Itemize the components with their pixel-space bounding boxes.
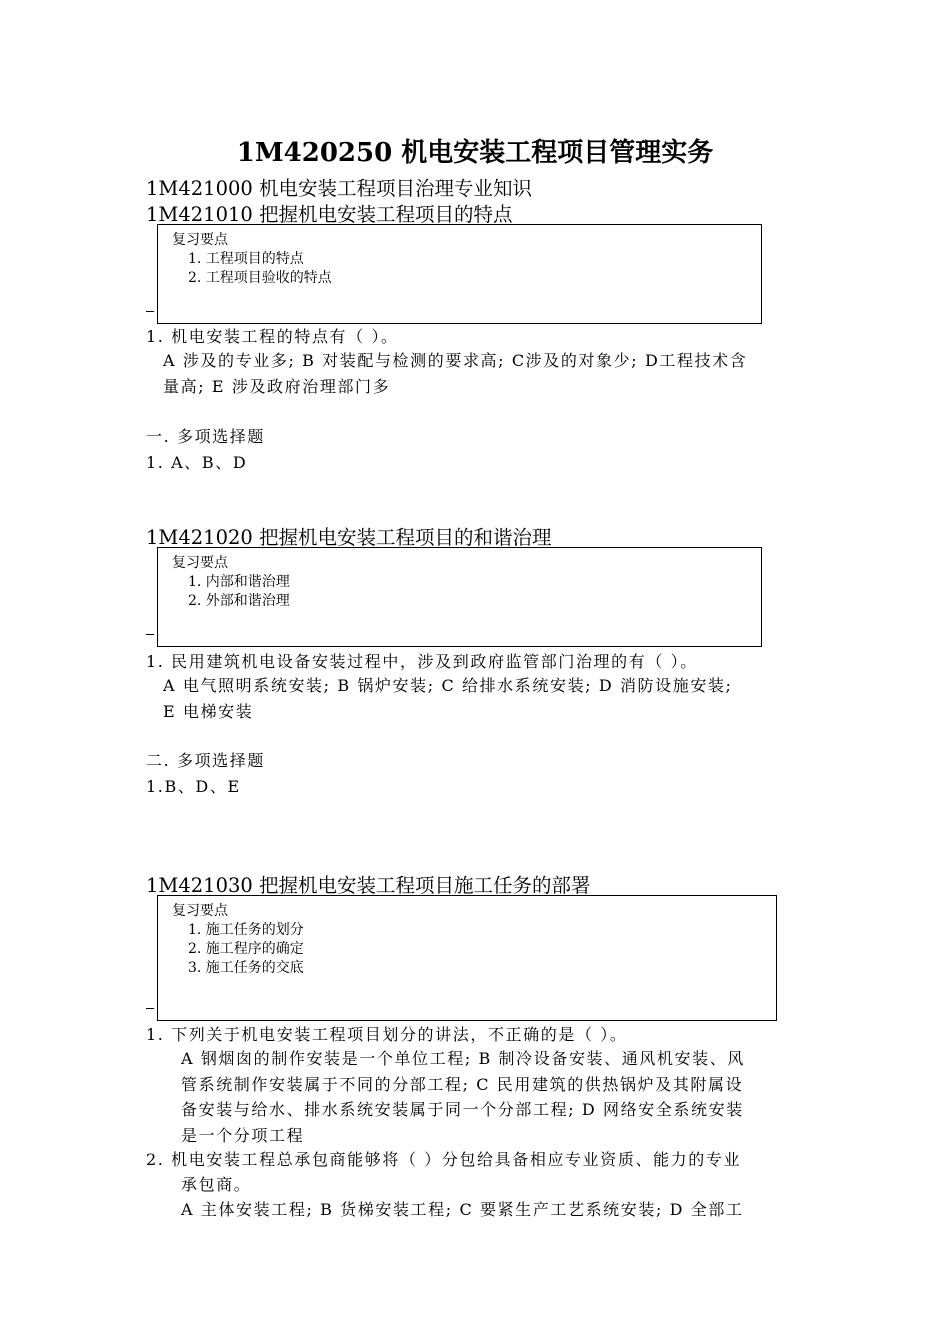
chapter-heading: 1M421000 机电安装工程项目治理专业知识	[146, 177, 533, 200]
review-item: 1. 施工任务的划分	[188, 922, 304, 938]
review-item: 2. 施工程序的确定	[188, 941, 304, 957]
question-text: 1. 下列关于机电安装工程项目划分的讲法，不正确的是（ ）。	[146, 1025, 628, 1044]
question-options: A 电气照明系统安装; B 锅炉安装; C 给排水系统安装; D 消防设施安装; E 电梯安装	[163, 676, 733, 721]
review-item: 1. 内部和谐治理	[188, 574, 290, 590]
review-points-label: 复习要点	[172, 555, 228, 571]
review-points-box	[157, 895, 777, 1021]
question-options: A 主体安装工程; B 货梯安装工程; C 要紧生产工艺系统安装; D 全部工	[181, 1200, 744, 1219]
section-heading-1m421010: 1M421010 把握机电安装工程项目的特点	[146, 203, 513, 226]
review-points-box	[157, 547, 762, 647]
review-points-box	[157, 224, 762, 324]
answer-text: 1.B、D、E	[146, 777, 241, 796]
review-points-label: 复习要点	[172, 232, 228, 248]
review-points-label: 复习要点	[172, 903, 228, 919]
answer-text: 1. A、B、D	[146, 453, 248, 472]
question-options: A 钢烟囱的制作安装是一个单位工程; B 制冷设备安装、通风机安装、风 管系统制作安装属于不同的分部工程; C 民用建筑的供热锅炉及其附属设 备安装与给水、排水系统安装属于同一个分部工程; D 网络安全系统安装 是一个分项工程	[181, 1049, 745, 1145]
review-item: 2. 外部和谐治理	[188, 593, 290, 609]
review-item: 3. 施工任务的交底	[188, 960, 304, 976]
section-heading-1m421020: 1M421020 把握机电安装工程项目的和谐治理	[146, 526, 552, 549]
question-text-continued: 承包商。	[181, 1175, 252, 1194]
question-text: 2. 机电安装工程总承包商能够将（ ）分包给具备相应专业资质、能力的专业	[146, 1150, 742, 1169]
box-anchor-mark	[146, 634, 154, 635]
answer-heading: 二. 多项选择题	[146, 751, 265, 770]
box-anchor-mark	[146, 311, 154, 312]
question-text: 1. 机电安装工程的特点有（ ）。	[146, 327, 399, 346]
document-title: 1M420250 机电安装工程项目管理实务	[236, 138, 714, 168]
question-options: A 涉及的专业多; B 对装配与检测的要求高; C涉及的对象少; D工程技术含 量高; E 涉及政府治理部门多	[163, 351, 748, 396]
review-item: 2. 工程项目验收的特点	[188, 270, 332, 286]
section-heading-1m421030: 1M421030 把握机电安装工程项目施工任务的部署	[146, 874, 591, 897]
review-item: 1. 工程项目的特点	[188, 251, 304, 267]
question-text: 1. 民用建筑机电设备安装过程中，涉及到政府监管部门治理的有（ ）。	[146, 652, 698, 671]
box-anchor-mark	[146, 1008, 154, 1009]
answer-heading: 一. 多项选择题	[146, 427, 265, 446]
